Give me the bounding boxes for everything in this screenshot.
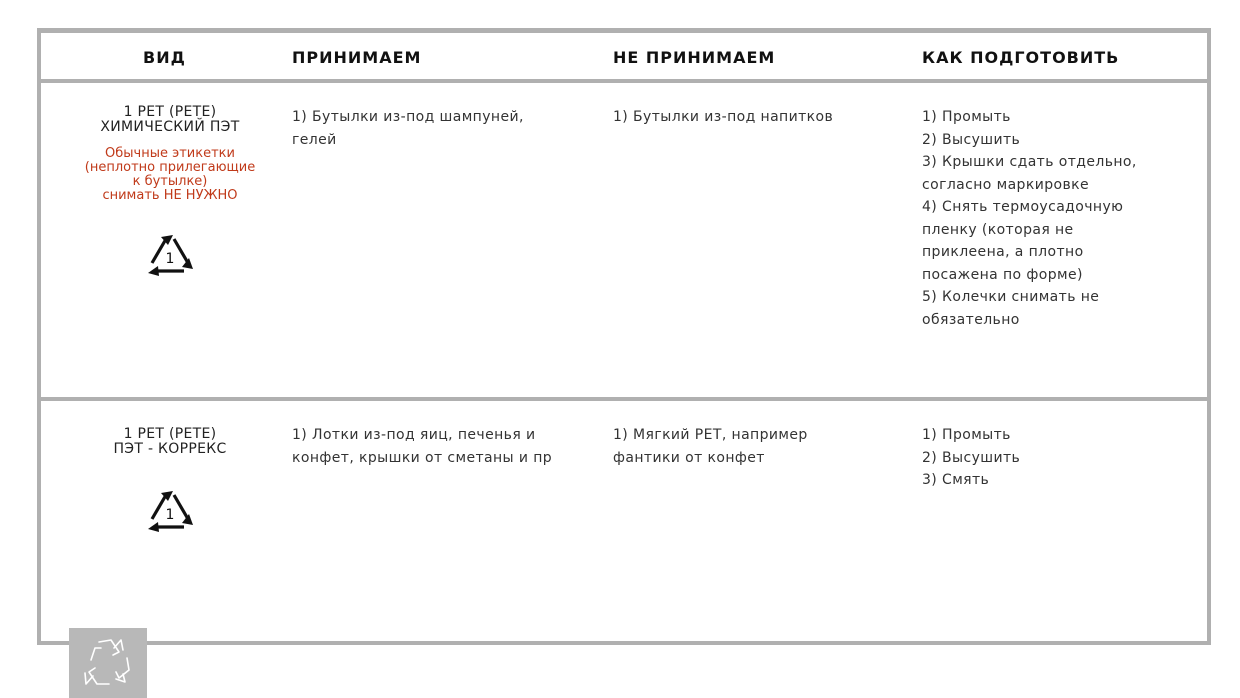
accept-cell: 1) Бутылки из-под шампуней, гелей (292, 109, 524, 148)
recycle-badge (69, 628, 147, 698)
header-kind: ВИД (143, 48, 186, 67)
kind-cell (41, 427, 299, 535)
kind-code: 1 PET (PETE) (123, 426, 217, 442)
svg-text:1: 1 (165, 507, 175, 523)
reject-cell: 1) Мягкий PET, например фантики от конфет (613, 427, 808, 466)
prepare-cell: 1) Промыть 2) Высушить 3) Крышки сдать отдельно, согласно маркировке 4) Снять термоусадочную пленку (которая не приклеена, а плотно посажена по форме) 5) Колечки снимать не обязательно (922, 109, 1137, 328)
recycle-arrows-icon (69, 628, 147, 698)
header-accept: ПРИНИМАЕМ (292, 48, 422, 67)
recycling-table (37, 28, 1211, 645)
kind-cell (41, 105, 299, 279)
prepare-cell: 1) Промыть 2) Высушить 3) Смять (922, 427, 1021, 488)
kind-name: ХИМИЧЕСКИЙ ПЭТ (100, 119, 240, 135)
recycle-triangle-icon (144, 487, 196, 535)
kind-code: 1 PET (PETE) (123, 104, 217, 120)
table-row (41, 405, 1207, 642)
reject-cell: 1) Бутылки из-под напитков (613, 109, 834, 125)
svg-text:1: 1 (165, 251, 175, 267)
header-prepare: КАК ПОДГОТОВИТЬ (922, 48, 1120, 67)
recycle-triangle-icon (144, 231, 196, 279)
kind-note: Обычные этикетки (неплотно прилегающие к бутылке) снимать НЕ НУЖНО (84, 146, 256, 203)
header-reject: НЕ ПРИНИМАЕМ (613, 48, 776, 67)
table-header (41, 33, 1207, 83)
accept-cell: 1) Лотки из-под яиц, печенья и конфет, крышки от сметаны и пр (292, 427, 553, 466)
table-row (41, 87, 1207, 401)
kind-name: ПЭТ - КОРРЕКС (113, 441, 227, 457)
